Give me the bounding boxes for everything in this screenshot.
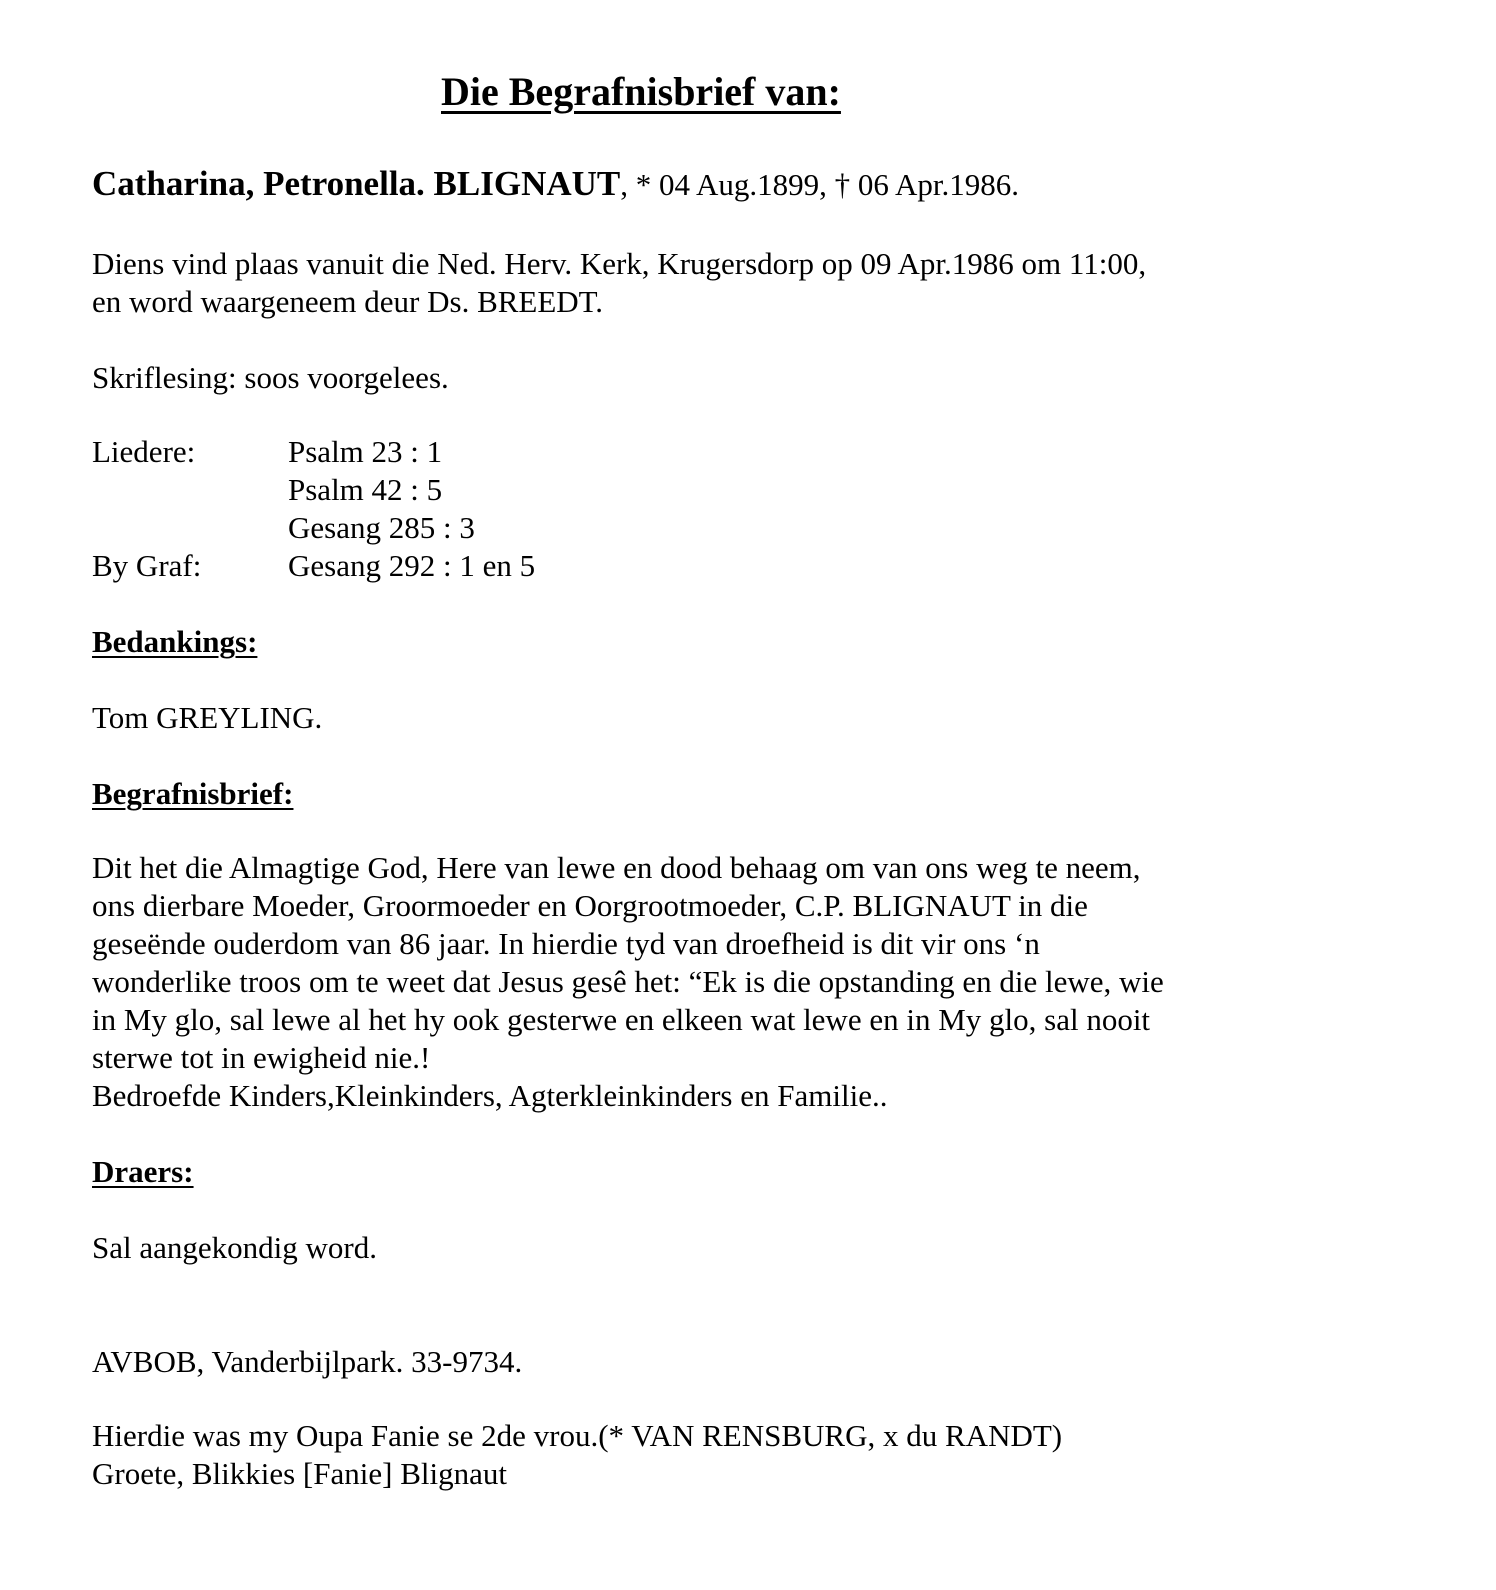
hymn-item: Psalm 42 : 5: [288, 472, 443, 507]
letter-line: wonderlike troos om te weet dat Jesus gesê het: “Ek is die opstanding en die lewe, wie: [92, 964, 1164, 999]
bearers-text: Sal aangekondig word.: [92, 1230, 377, 1265]
thanks-heading: Bedankings:: [92, 624, 258, 659]
thanks-text: Tom GREYLING.: [92, 700, 323, 735]
bearers-heading: Draers:: [92, 1154, 194, 1189]
note-line-1: Hierdie was my Oupa Fanie se 2de vrou.(* VAN RENSBURG, x du RANDT): [92, 1418, 1063, 1453]
undertaker-line: AVBOB, Vanderbijlpark. 33-9734.: [92, 1344, 523, 1379]
hymn-item: Psalm 23 : 1: [288, 434, 443, 469]
letter-line: Dit het die Almagtige God, Here van lewe en dood behaag om van ons weg te neem,: [92, 850, 1141, 885]
scripture-reading: Skriflesing: soos voorgelees.: [92, 360, 449, 395]
letter-heading: Begrafnisbrief:: [92, 776, 294, 811]
letter-line: in My glo, sal lewe al het hy ook gesterwe en elkeen wat lewe en in My glo, sal nooit: [92, 1002, 1151, 1037]
deceased-dates: , * 04 Aug.1899, † 06 Apr.1986.: [620, 167, 1019, 202]
page-title: Die Begrafnisbrief van:: [441, 69, 841, 114]
hymns-label: Liedere:: [92, 434, 196, 469]
note-line-2: Groete, Blikkies [Fanie] Blignaut: [92, 1456, 507, 1491]
letter-signoff: Bedroefde Kinders,Kleinkinders, Agterkleinkinders en Familie..: [92, 1078, 888, 1113]
grave-hymn: Gesang 292 : 1 en 5: [288, 548, 536, 583]
letter-line: sterwe tot in ewigheid nie.!: [92, 1040, 431, 1075]
service-line-1: Diens vind plaas vanuit die Ned. Herv. Kerk, Krugersdorp op 09 Apr.1986 om 11:00,: [92, 246, 1147, 281]
hymn-item: Gesang 285 : 3: [288, 510, 475, 545]
letter-line: ons dierbare Moeder, Groormoeder en Oorgrootmoeder, C.P. BLIGNAUT in die: [92, 888, 1088, 923]
grave-label: By Graf:: [92, 548, 202, 583]
letter-line: geseënde ouderdom van 86 jaar. In hierdie tyd van droefheid is dit vir ons ‘n: [92, 926, 1040, 961]
service-line-2: en word waargeneem deur Ds. BREEDT.: [92, 284, 604, 319]
deceased-name: Catharina, Petronella. BLIGNAUT: [92, 164, 621, 203]
deceased-line: [92, 166, 1019, 201]
